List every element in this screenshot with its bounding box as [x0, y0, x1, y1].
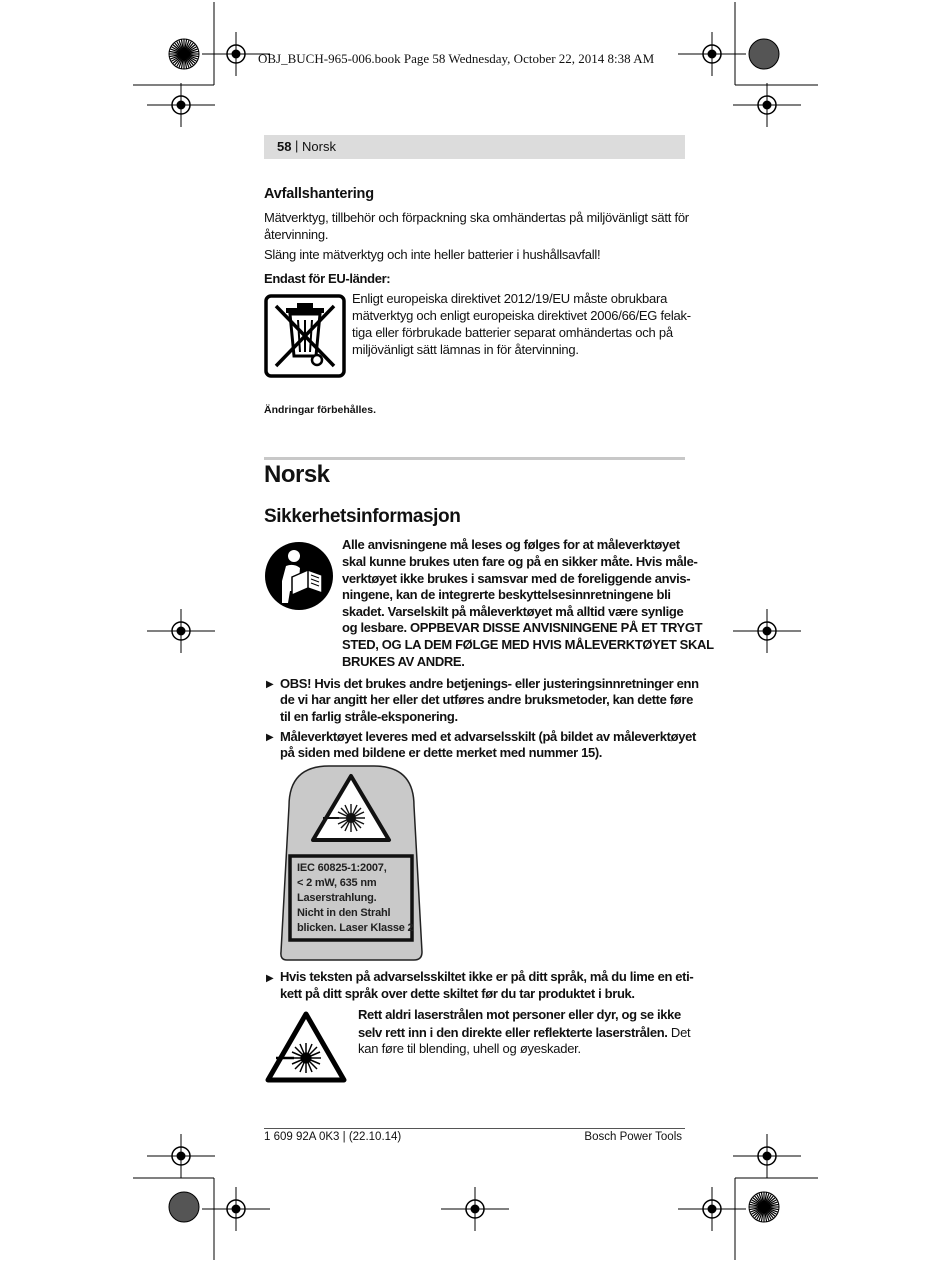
- laser-warning-icon: [264, 1010, 348, 1084]
- bullet1-line-1: OBS! Hvis det brukes andre betjenings- eller justeringsinnretninger enn: [280, 676, 699, 691]
- registration-star-icon: [749, 39, 779, 69]
- warning-line-2-bold: selv rett inn i den direkte eller reflekterte laserstrålen.: [358, 1025, 668, 1040]
- bullet3-line-1: Hvis teksten på advarselsskiltet ikke er på ditt språk, må du lime en eti-: [280, 969, 694, 984]
- registration-mark-icon: [441, 1187, 509, 1231]
- warning-line-2-normal: Det: [667, 1025, 691, 1040]
- section-title: Norsk: [264, 461, 330, 488]
- footer-brand: Bosch Power Tools: [584, 1131, 682, 1143]
- intro-line-2: skal kunne brukes uten fare og på en sikker måte. Hvis måle-: [342, 554, 698, 569]
- footer-rule: [264, 1128, 685, 1129]
- page-number: 58: [277, 139, 292, 154]
- registration-star-icon: [169, 1192, 199, 1222]
- disposal-paragraph-2: Släng inte mätverktyg och inte heller batterier i hushållsavfall!: [264, 247, 601, 262]
- eu-line-2: mätverktyg och enligt europeiska direktivet 2006/66/EG felak-: [352, 308, 691, 323]
- eu-line-3: tiga eller förbrukade batterier separat omhändertas och på: [352, 325, 673, 340]
- registration-mark-icon: [733, 83, 801, 127]
- warning-line-2: [358, 1024, 690, 1042]
- section-divider: [264, 457, 685, 460]
- eu-line-4: miljövänligt sätt lämnas in för återvinning.: [352, 342, 579, 357]
- footer-doc-number: 1 609 92A 0K3 | (22.10.14): [264, 1131, 402, 1143]
- crossed-bin-icon: [264, 294, 346, 378]
- intro-line-8: BRUKES AV ANDRE.: [342, 654, 465, 669]
- bullet1-line-2: de vi har angitt her eller det utføres andre bruksmetoder, kan dette føre: [280, 692, 693, 707]
- changes-note: Ändringar förbehålles.: [264, 404, 377, 416]
- intro-line-6: og lesbare. OPPBEVAR DISSE ANVISNINGENE PÅ ET TRYGT: [342, 620, 703, 635]
- laser-label-line-2: < 2 mW, 635 nm: [297, 877, 377, 889]
- registration-mark-icon: [147, 1134, 215, 1178]
- intro-line-7: STED, OG LA DEM FØLGE MED HVIS MÅLEVERKTØYET SKAL: [342, 637, 714, 652]
- laser-label-line-1: IEC 60825-1:2007,: [297, 862, 387, 874]
- registration-mark-icon: [733, 1134, 801, 1178]
- bullet3-line-2: kett på ditt språk over dette skiltet før du tar produktet i bruk.: [280, 986, 635, 1001]
- bullet-arrow: ▶: [266, 973, 274, 984]
- registration-mark-icon: [733, 609, 801, 653]
- page-header-bar: [264, 135, 685, 159]
- warning-line-1: Rett aldri laserstrålen mot personer eller dyr, og se ikke: [358, 1007, 681, 1022]
- safety-heading: Sikkerhetsinformasjon: [264, 506, 461, 527]
- registration-mark-icon: [147, 609, 215, 653]
- intro-line-3: verktøyet ikke brukes i samsvar med de foreliggende anvis-: [342, 571, 691, 586]
- intro-line-4: ningene, kan de integrerte beskyttelsesinnretningene bli: [342, 587, 671, 602]
- header-separator: |: [295, 138, 299, 153]
- read-manual-icon: [264, 541, 334, 611]
- registration-star-icon: [169, 39, 199, 69]
- header-language: Norsk: [302, 139, 336, 154]
- registration-mark-icon: [202, 1187, 270, 1231]
- laser-label-line-5: blicken. Laser Klasse 2: [297, 922, 414, 934]
- eu-only-heading: Endast för EU-länder:: [264, 271, 391, 286]
- registration-mark-icon: [678, 32, 746, 76]
- bullet-arrow: ▶: [266, 679, 274, 690]
- warning-line-3: kan føre til blending, uhell og øyeskader.: [358, 1041, 581, 1056]
- intro-line-1: Alle anvisningene må leses og følges for at måleverktøyet: [342, 537, 680, 552]
- eu-line-1: Enligt europeiska direktivet 2012/19/EU måste obrukbara: [352, 291, 668, 306]
- laser-label-line-4: Nicht in den Strahl: [297, 907, 391, 919]
- disposal-paragraph-1-line-2: återvinning.: [264, 227, 329, 242]
- bullet1-line-3: til en farlig stråle-eksponering.: [280, 709, 458, 724]
- bullet2-line-2: på siden med bildene er dette merket med nummer 15).: [280, 745, 603, 760]
- bullet-arrow: ▶: [266, 732, 274, 743]
- registration-star-icon: [749, 1192, 779, 1222]
- bullet2-line-1: Måleverktøyet leveres med et advarselsskilt (på bildet av måleverktøyet: [280, 729, 696, 744]
- disposal-paragraph-1-line-1: Mätverktyg, tillbehör och förpackning ska omhändertas på miljövänligt sätt för: [264, 210, 689, 225]
- registration-mark-icon: [678, 1187, 746, 1231]
- registration-mark-icon: [147, 83, 215, 127]
- print-info-line: OBJ_BUCH-965-006.book Page 58 Wednesday, October 22, 2014 8:38 AM: [258, 51, 655, 66]
- laser-label-line-3: Laserstrahlung.: [297, 892, 377, 904]
- intro-line-5: skadet. Varselskilt på måleverktøyet må alltid være synlige: [342, 604, 684, 619]
- disposal-heading: Avfallshantering: [264, 186, 374, 202]
